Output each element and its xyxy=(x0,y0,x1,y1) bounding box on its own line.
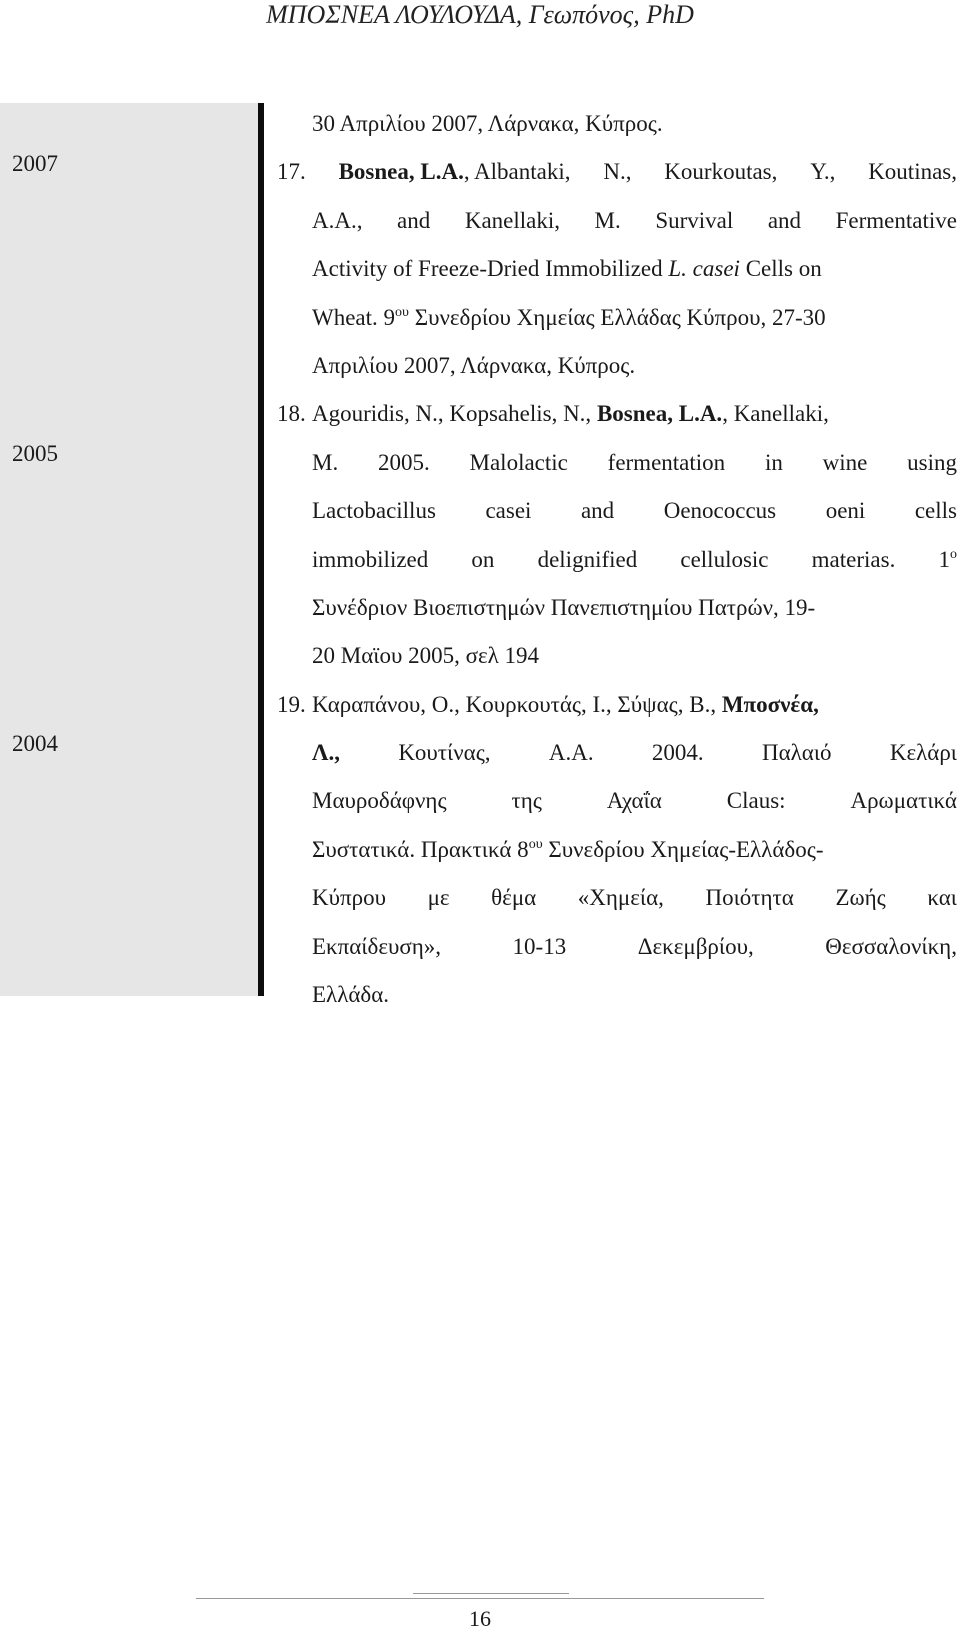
year-2004: 2004 xyxy=(12,731,58,756)
entry-18-line-4: immobilized on delignified cellulosic materias. $1^o$ xyxy=(312,546,957,572)
entry-19-line-3: Μαυροδάφνης της Αχαΐα Claus: Αρωματικά xyxy=(312,788,957,814)
entry-19-line-1: 19. Καραπάνου, Ο., Κουρκουτάς, Ι., Σύψας, Β., Μποσνέα, xyxy=(277,681,957,729)
entry-17-line-4: Wheat. $9^{o\upsilon}$ Συνεδρίου Χημείας Ελλάδας Κύπρου, 27-30 xyxy=(312,304,826,330)
entry-17-line-3: Activity of Freeze-Dried Immobilized L. casei Cells on xyxy=(312,256,822,282)
entry-19-number: 19. xyxy=(277,691,306,717)
year-2007: 2007 xyxy=(12,151,58,176)
entry-17-bold-author: Bosnea, L.A. xyxy=(338,159,464,185)
entry-18-number: 18. xyxy=(277,401,306,427)
entry-19-line-4: Συστατικά. Πρακτικά $8^{o\upsilon}$ Συνεδρίου Χημείας-Ελλάδος- xyxy=(312,836,824,862)
entry-17-line-1: 17. Bosnea, L.A., Albantaki, N., Kourkoutas, Y., Koutinas, xyxy=(277,148,957,196)
entry-19-line-6: Εκπαίδευση», 10-13 Δεκεμβρίου, Θεσσαλονίκη, xyxy=(312,933,957,959)
year-2005: 2005 xyxy=(12,441,58,466)
entry-17-line-5: Απριλίου 2007, Λάρνακα, Κύπρος. xyxy=(312,352,636,378)
entry-19-line-7: Ελλάδα. xyxy=(312,982,390,1008)
year-column xyxy=(0,103,258,996)
entry-19-line-5: Κύπρου με θέμα «Χημεία, Ποιότητα Ζωής και xyxy=(312,885,957,911)
entry-18-line-3: Lactobacillus casei and Oenococcus oeni cells xyxy=(312,498,957,524)
page-number: 16 xyxy=(469,1606,491,1631)
column-divider xyxy=(258,103,264,996)
footer-rule-short xyxy=(413,1593,569,1594)
footer-rule xyxy=(196,1598,764,1599)
entry-17-line-2: A.A., and Kanellaki, M. Survival and Fermentative xyxy=(312,207,957,233)
entry-16-tail: 30 Απριλίου 2007, Λάρνακα, Κύπρος. xyxy=(312,111,663,136)
entry-19-bold-author: Μποσνέα, xyxy=(721,691,819,717)
entry-18-line-1: 18. Agouridis, N., Kopsahelis, N., Bosnea, L.A., Kanellaki, xyxy=(277,390,957,438)
species-name: L. casei xyxy=(668,256,740,282)
entry-18-line-2: M. 2005. Malolactic fermentation in wine using xyxy=(312,449,957,475)
entry-17-number: 17. xyxy=(277,159,306,185)
cv-publications-table xyxy=(0,103,960,1008)
entry-18-bold-author: Bosnea, L.A. xyxy=(596,401,723,427)
page-header: ΜΠΟΣΝΕΑ ΛΟΥΛΟΥΔΑ, Γεωπόνος, PhD xyxy=(266,0,694,29)
entry-18-line-5: Συνέδριον Βιοεπιστημών Πανεπιστημίου Πατρών, 19- xyxy=(312,594,816,620)
entry-18-line-6: 20 Μαϊου 2005, σελ 194 xyxy=(312,643,540,669)
publication-list xyxy=(277,100,957,1019)
entry-19-line-2: Λ., Κουτίνας, Α.Α. 2004. Παλαιό Κελάρι xyxy=(312,740,957,766)
